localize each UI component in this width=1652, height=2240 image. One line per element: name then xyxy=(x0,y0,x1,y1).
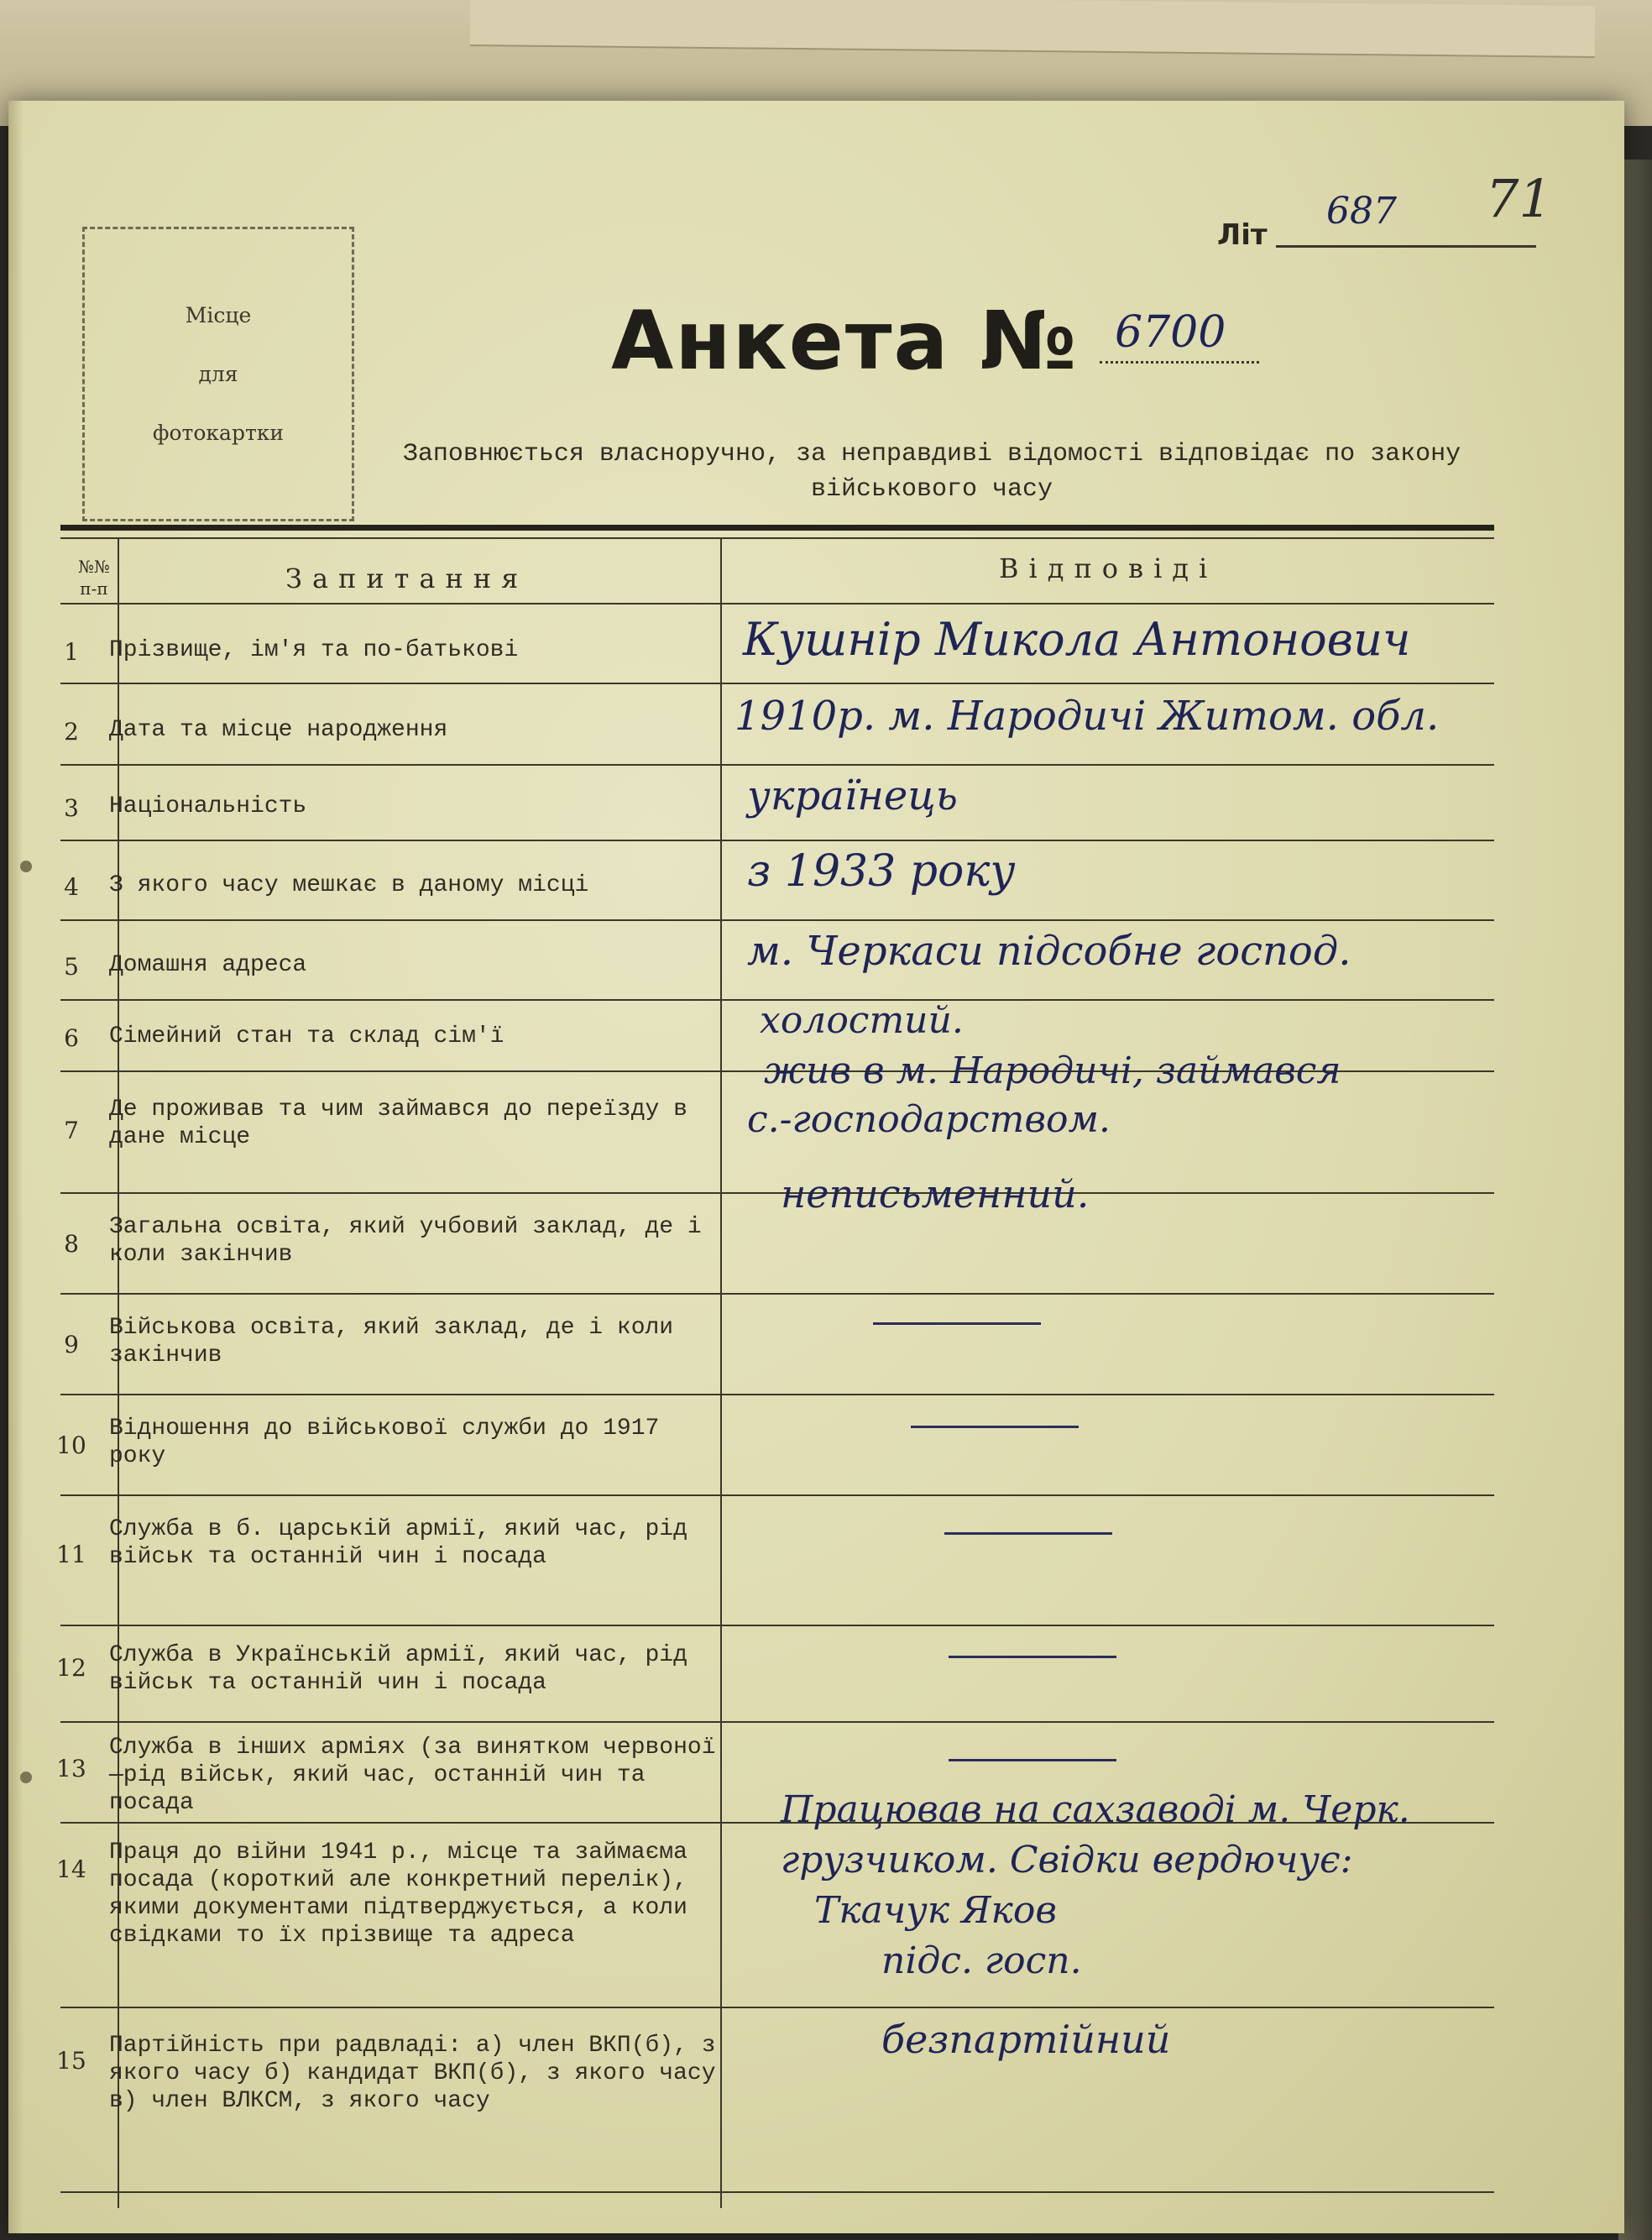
sheet-shadow xyxy=(8,101,24,2233)
answer-handwritten: неписьменний. xyxy=(781,1171,1090,1217)
row-separator xyxy=(60,683,1494,684)
binder-hole xyxy=(20,861,32,872)
answer-dash xyxy=(911,1426,1079,1428)
row-separator xyxy=(60,1494,1494,1496)
photo-placeholder xyxy=(82,227,354,521)
answer-dash xyxy=(949,1759,1116,1761)
question-text: Сімейний стан та склад сім'ї xyxy=(109,1023,504,1049)
answer-handwritten-line2: с.-господарством. xyxy=(747,1098,1111,1141)
column-divider-number xyxy=(118,537,119,2208)
lit-number-handwritten: 687 xyxy=(1326,190,1397,233)
row-number: 1 xyxy=(64,638,79,666)
question-text: Служба в б. царській армії, який час, рід військ та останній чин і посада xyxy=(109,1516,687,1570)
question-text: Національність xyxy=(109,793,307,819)
row-number: 2 xyxy=(64,718,79,746)
page-number-handwritten: 71 xyxy=(1486,168,1552,229)
row-separator xyxy=(60,1625,1494,1626)
row-number: 5 xyxy=(64,953,79,981)
answer-dash xyxy=(949,1656,1116,1658)
answer-handwritten: Кушнір Микола Антонович xyxy=(743,613,1411,666)
answer-handwritten: холостий. xyxy=(760,999,964,1042)
answer-handwritten-line4: підс. госп. xyxy=(881,1939,1082,1982)
row-number: 15 xyxy=(56,2047,86,2075)
row-number: 11 xyxy=(56,1541,86,1568)
row-number: 4 xyxy=(64,873,79,901)
subtitle-line1: Заповнюється власноручно, за неправдиві відомості відповідає по закону xyxy=(402,440,1461,468)
question-text: Прізвище, ім'я та по-батькові xyxy=(109,637,519,663)
header-rule-top-thin xyxy=(60,537,1494,539)
row-separator xyxy=(60,2191,1494,2193)
header-rule-bottom xyxy=(60,603,1494,604)
row-separator xyxy=(60,1293,1494,1295)
row-separator xyxy=(60,2007,1494,2008)
answer-handwritten: м. Черкаси підсобне господ. xyxy=(747,928,1351,975)
column-header-question: Запитання xyxy=(285,563,529,594)
column-header-answer: Відповіді xyxy=(999,552,1218,584)
column-header-number: №№ п-п xyxy=(78,557,110,599)
row-separator xyxy=(60,1394,1494,1395)
row-number: 14 xyxy=(56,1855,86,1883)
question-text: Служба в інших арміях (за винятком червоної—рід військ, який час, останній чин та посада xyxy=(109,1735,716,1816)
answer-handwritten: з 1933 року xyxy=(747,846,1016,897)
question-text: Служба в Українській армії, який час, рід військ та останній чин і посада xyxy=(109,1642,687,1696)
row-number: 8 xyxy=(64,1230,79,1258)
questionnaire-sheet xyxy=(8,101,1624,2233)
row-separator xyxy=(60,1192,1494,1194)
row-separator xyxy=(60,764,1494,766)
answer-dash xyxy=(944,1532,1112,1535)
answer-handwritten-line2: грузчиком. Свідки вердючує: xyxy=(781,1839,1353,1881)
column-divider-question xyxy=(720,537,722,2208)
question-text: Загальна освіта, який учбовий заклад, де і коли закінчив xyxy=(109,1214,702,1268)
row-number: 6 xyxy=(64,1024,79,1052)
row-number: 10 xyxy=(56,1431,86,1459)
question-text: Партійність при радвладі: а) член ВКП(б), з якого часу б) кандидат ВКП(б), з якого часу в) член ВЛКСМ, з якого часу xyxy=(109,2033,716,2114)
header-rule-top xyxy=(60,525,1494,531)
lit-underline xyxy=(1276,245,1536,248)
row-number: 13 xyxy=(56,1755,86,1782)
question-text: Домашня адреса xyxy=(109,952,307,978)
row-separator xyxy=(60,840,1494,841)
lit-label: Літ xyxy=(1217,218,1268,252)
row-separator xyxy=(60,919,1494,921)
subtitle-line2: військового часу xyxy=(810,475,1053,504)
answer-dash xyxy=(873,1322,1041,1325)
answer-handwritten: безпартійний xyxy=(881,2017,1171,2062)
photo-label-line2: для xyxy=(198,361,238,386)
form-number-handwritten: 6700 xyxy=(1115,307,1226,358)
binder-hole xyxy=(20,1772,32,1783)
row-number: 7 xyxy=(64,1117,79,1144)
row-number: 9 xyxy=(64,1331,79,1358)
answer-handwritten: українець xyxy=(747,772,958,819)
form-subtitle xyxy=(378,437,1486,507)
row-separator xyxy=(60,1721,1494,1723)
answer-handwritten-line1: жив в м. Народичі, займався xyxy=(764,1049,1341,1092)
answer-handwritten-line1: Працював на сахзаводі м. Черк. xyxy=(781,1788,1410,1831)
form-number-underline xyxy=(1100,361,1259,364)
question-text: Де проживав та чим займався до переїзду в дане місце xyxy=(109,1096,687,1150)
form-title: Анкета № xyxy=(611,294,1079,388)
photo-label-line3: фотокартки xyxy=(152,420,285,445)
question-text: Військова освіта, який заклад, де і коли закінчив xyxy=(109,1315,674,1369)
row-number: 3 xyxy=(64,794,79,822)
question-text: Праця до війни 1941 р., місце та займаєма посада (короткий але конкретний перелік), якими документами підтверджується, а коли свідками то їх прізвище та адреса xyxy=(109,1840,687,1949)
answer-handwritten-line3: Ткачук Яков xyxy=(814,1889,1057,1932)
row-number: 12 xyxy=(56,1654,86,1682)
question-text: З якого часу мешкає в даному місці xyxy=(109,872,589,898)
photo-label-line1: Місце xyxy=(185,302,252,327)
answer-handwritten: 1910р. м. Народичі Житом. обл. xyxy=(735,693,1440,740)
question-text: Відношення до військової служби до 1917 року xyxy=(109,1416,660,1469)
question-text: Дата та місце народження xyxy=(109,717,448,743)
